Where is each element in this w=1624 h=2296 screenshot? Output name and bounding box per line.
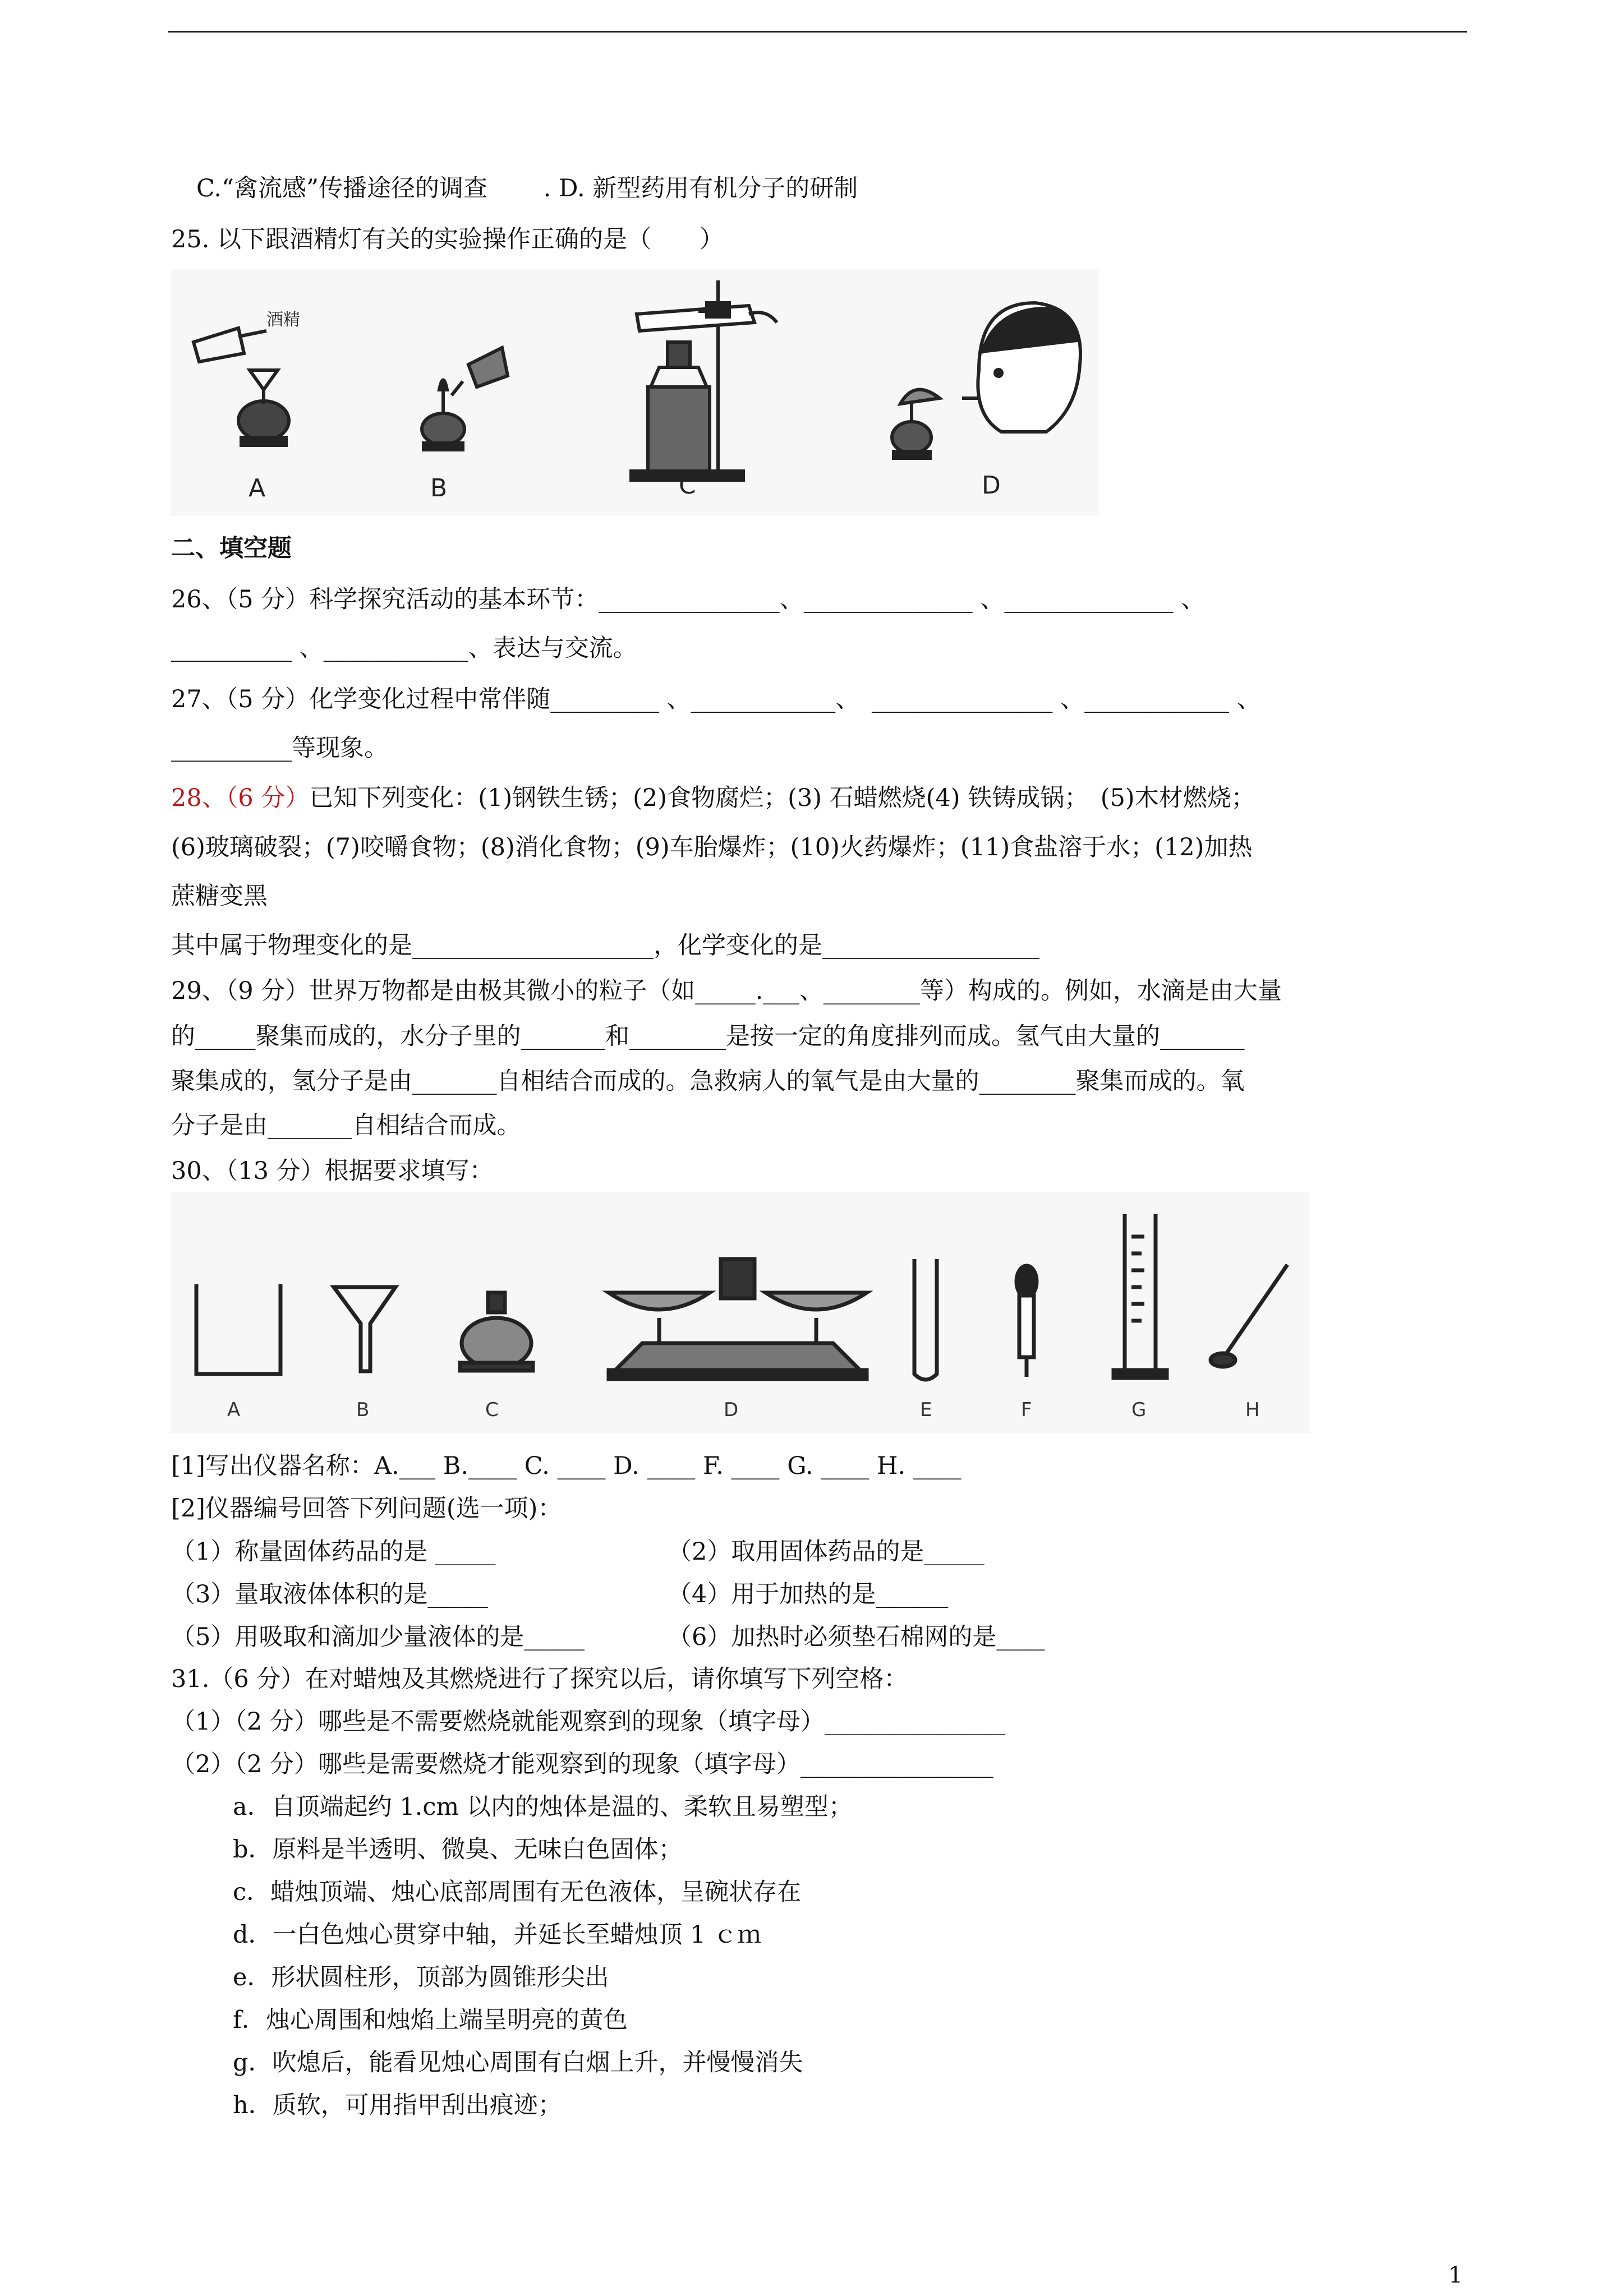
q31-stem: 31.（6 分）在对蜡烛及其燃烧进行了探究以后，请你填写下列空格：: [171, 1665, 908, 1693]
q30-stem: 30、（13 分）根据要求填写：: [171, 1157, 494, 1185]
q30-q4: （4）用于加热的是______: [668, 1580, 949, 1608]
q28-line-1-text: 已知下列变化：(1)钢铁生锈；(2)食物腐烂；(3) 石蜡燃烧(4) 铁铸成锅； (5)木材燃烧；: [309, 784, 1255, 812]
q26-line-1: 26、（5 分）科学探究活动的基本环节：_______________、______________ 、______________ 、: [171, 585, 1206, 614]
alcohol-lamp-shape: [460, 1293, 533, 1371]
fig-label-a: A: [249, 474, 266, 502]
figure-b: [422, 348, 508, 450]
q29-line-4: 分子是由_______自相结合而成。: [171, 1112, 521, 1140]
q29-line-3: 聚集成的，氢分子是由_______自相结合而成的。急救病人的氧气是由大量的________聚集而成的。氧: [171, 1067, 1245, 1095]
test-tube-shape: [914, 1259, 937, 1380]
q30-part-1: [1]写出仪器名称：A.___ B.____ C. ____ D. ____ F. ____ G. ____ H. ____: [171, 1452, 961, 1480]
q31-item-d: d．一白色烛心贯穿中轴，并延长至蜡烛顶 1 ｃｍ: [233, 1921, 762, 1949]
spatula-shape: [1211, 1265, 1287, 1367]
figure-c: [631, 280, 777, 480]
dropper-shape: [1016, 1266, 1037, 1377]
header-rule: [168, 31, 1467, 33]
q28-line-3: 蔗糖变黑: [171, 882, 268, 910]
fig-label-g: G: [1131, 1399, 1147, 1421]
q29-line-1: 29、（9 分）世界万物都是由极其微小的粒子（如_____.___、________等）构成的。例如，水滴是由大量: [171, 977, 1282, 1005]
q31-item-f: f．烛心周围和烛焰上端呈明亮的黄色: [233, 2006, 628, 2034]
fig-label-alcohol: 酒精: [266, 310, 300, 330]
fig-label-h: H: [1245, 1399, 1260, 1421]
figure-a: [194, 328, 289, 445]
q31-item-e: e．形状圆柱形，顶部为圆锥形尖出: [233, 1963, 609, 1991]
q31-sub-1: （1）（2 分）哪些是不需要燃烧就能观察到的现象（填字母）_______________: [171, 1708, 1006, 1736]
q28-line-1: [171, 781, 1255, 815]
q31-sub-2: （2）（2 分）哪些是需要燃烧才能观察到的现象（填字母）________________: [171, 1750, 993, 1778]
q31-item-c: c．蜡烛顶端、烛心底部周围有无色液体，呈碗状存在: [233, 1878, 802, 1906]
fig-label-e: E: [920, 1399, 932, 1421]
alcohol-lamp-operations-image: [171, 269, 1099, 516]
q28-number: 28、（6 分）: [171, 784, 310, 812]
lab-instruments-image: [171, 1192, 1310, 1433]
q30-q3: （3）量取液体体积的是_____: [171, 1580, 488, 1608]
q29-line-2: 的_____聚集而成的，水分子里的_______和________是按一定的角度排列而成。氢气由大量的_______: [171, 1022, 1245, 1050]
fig-label-d: D: [982, 471, 1001, 500]
q30-figure: [171, 1192, 1310, 1433]
figure-d: [892, 303, 1080, 458]
q30-q5: （5）用吸取和滴加少量液体的是_____: [171, 1623, 585, 1651]
q27-line-2: __________等现象。: [171, 734, 388, 762]
graduated-cylinder-shape: [1114, 1214, 1167, 1378]
fig-label-a: A: [227, 1399, 241, 1421]
page-number: 1: [1448, 2262, 1463, 2288]
q28-line-2: (6)玻璃破裂；(7)咬嚼食物；(8)消化食物；(9)车胎爆炸；(10)火药爆炸；(11)食盐溶于水；(12)加热: [171, 833, 1253, 861]
funnel-shape: [334, 1287, 395, 1371]
q31-item-b: b．原料是半透明、微臭、无味白色固体；: [233, 1836, 683, 1864]
q26-line-2: __________ 、____________、表达与交流。: [171, 634, 637, 662]
q27-line-1: 27、（5 分）化学变化过程中常伴随_________ 、____________、 _______________ 、____________ 、: [171, 685, 1261, 713]
q25-figure: [171, 269, 1099, 516]
fig-label-c: C: [679, 471, 696, 500]
fig-label-b: B: [356, 1399, 370, 1421]
q30-q2: （2）取用固体药品的是_____: [668, 1538, 984, 1566]
q31-item-a: a．自顶端起约 1.cm 以内的烛体是温的、柔软且易塑型；: [233, 1793, 853, 1821]
q25-stem: 25. 以下跟酒精灯有关的实验操作正确的是（ ）: [171, 225, 724, 253]
q24-options-cont: C.“禽流感”传播途径的调查 . D. 新型药用有机分子的研制: [196, 174, 858, 202]
fig-label-b: B: [430, 474, 448, 502]
fig-label-f: F: [1021, 1399, 1032, 1421]
q31-item-g: g．吹熄后，能看见烛心周围有白烟上升，并慢慢消失: [233, 2049, 803, 2077]
fig-label-c: C: [485, 1399, 499, 1421]
balance-shape: [609, 1259, 867, 1379]
q30-q1: （1）称量固体药品的是 _____: [171, 1538, 496, 1566]
q31-item-h: h．质软，可用指甲刮出痕迹；: [233, 2091, 562, 2119]
fig-label-d: D: [724, 1399, 739, 1421]
q30-part-2: [2]仪器编号回答下列问题(选一项)：: [171, 1495, 562, 1523]
q28-line-4: 其中属于物理变化的是____________________，化学变化的是__________________: [171, 932, 1039, 960]
beaker-shape: [196, 1284, 280, 1374]
section-2-title: 二、填空题: [171, 534, 292, 563]
q30-q6: （6）加热时必须垫石棉网的是____: [668, 1623, 1045, 1651]
